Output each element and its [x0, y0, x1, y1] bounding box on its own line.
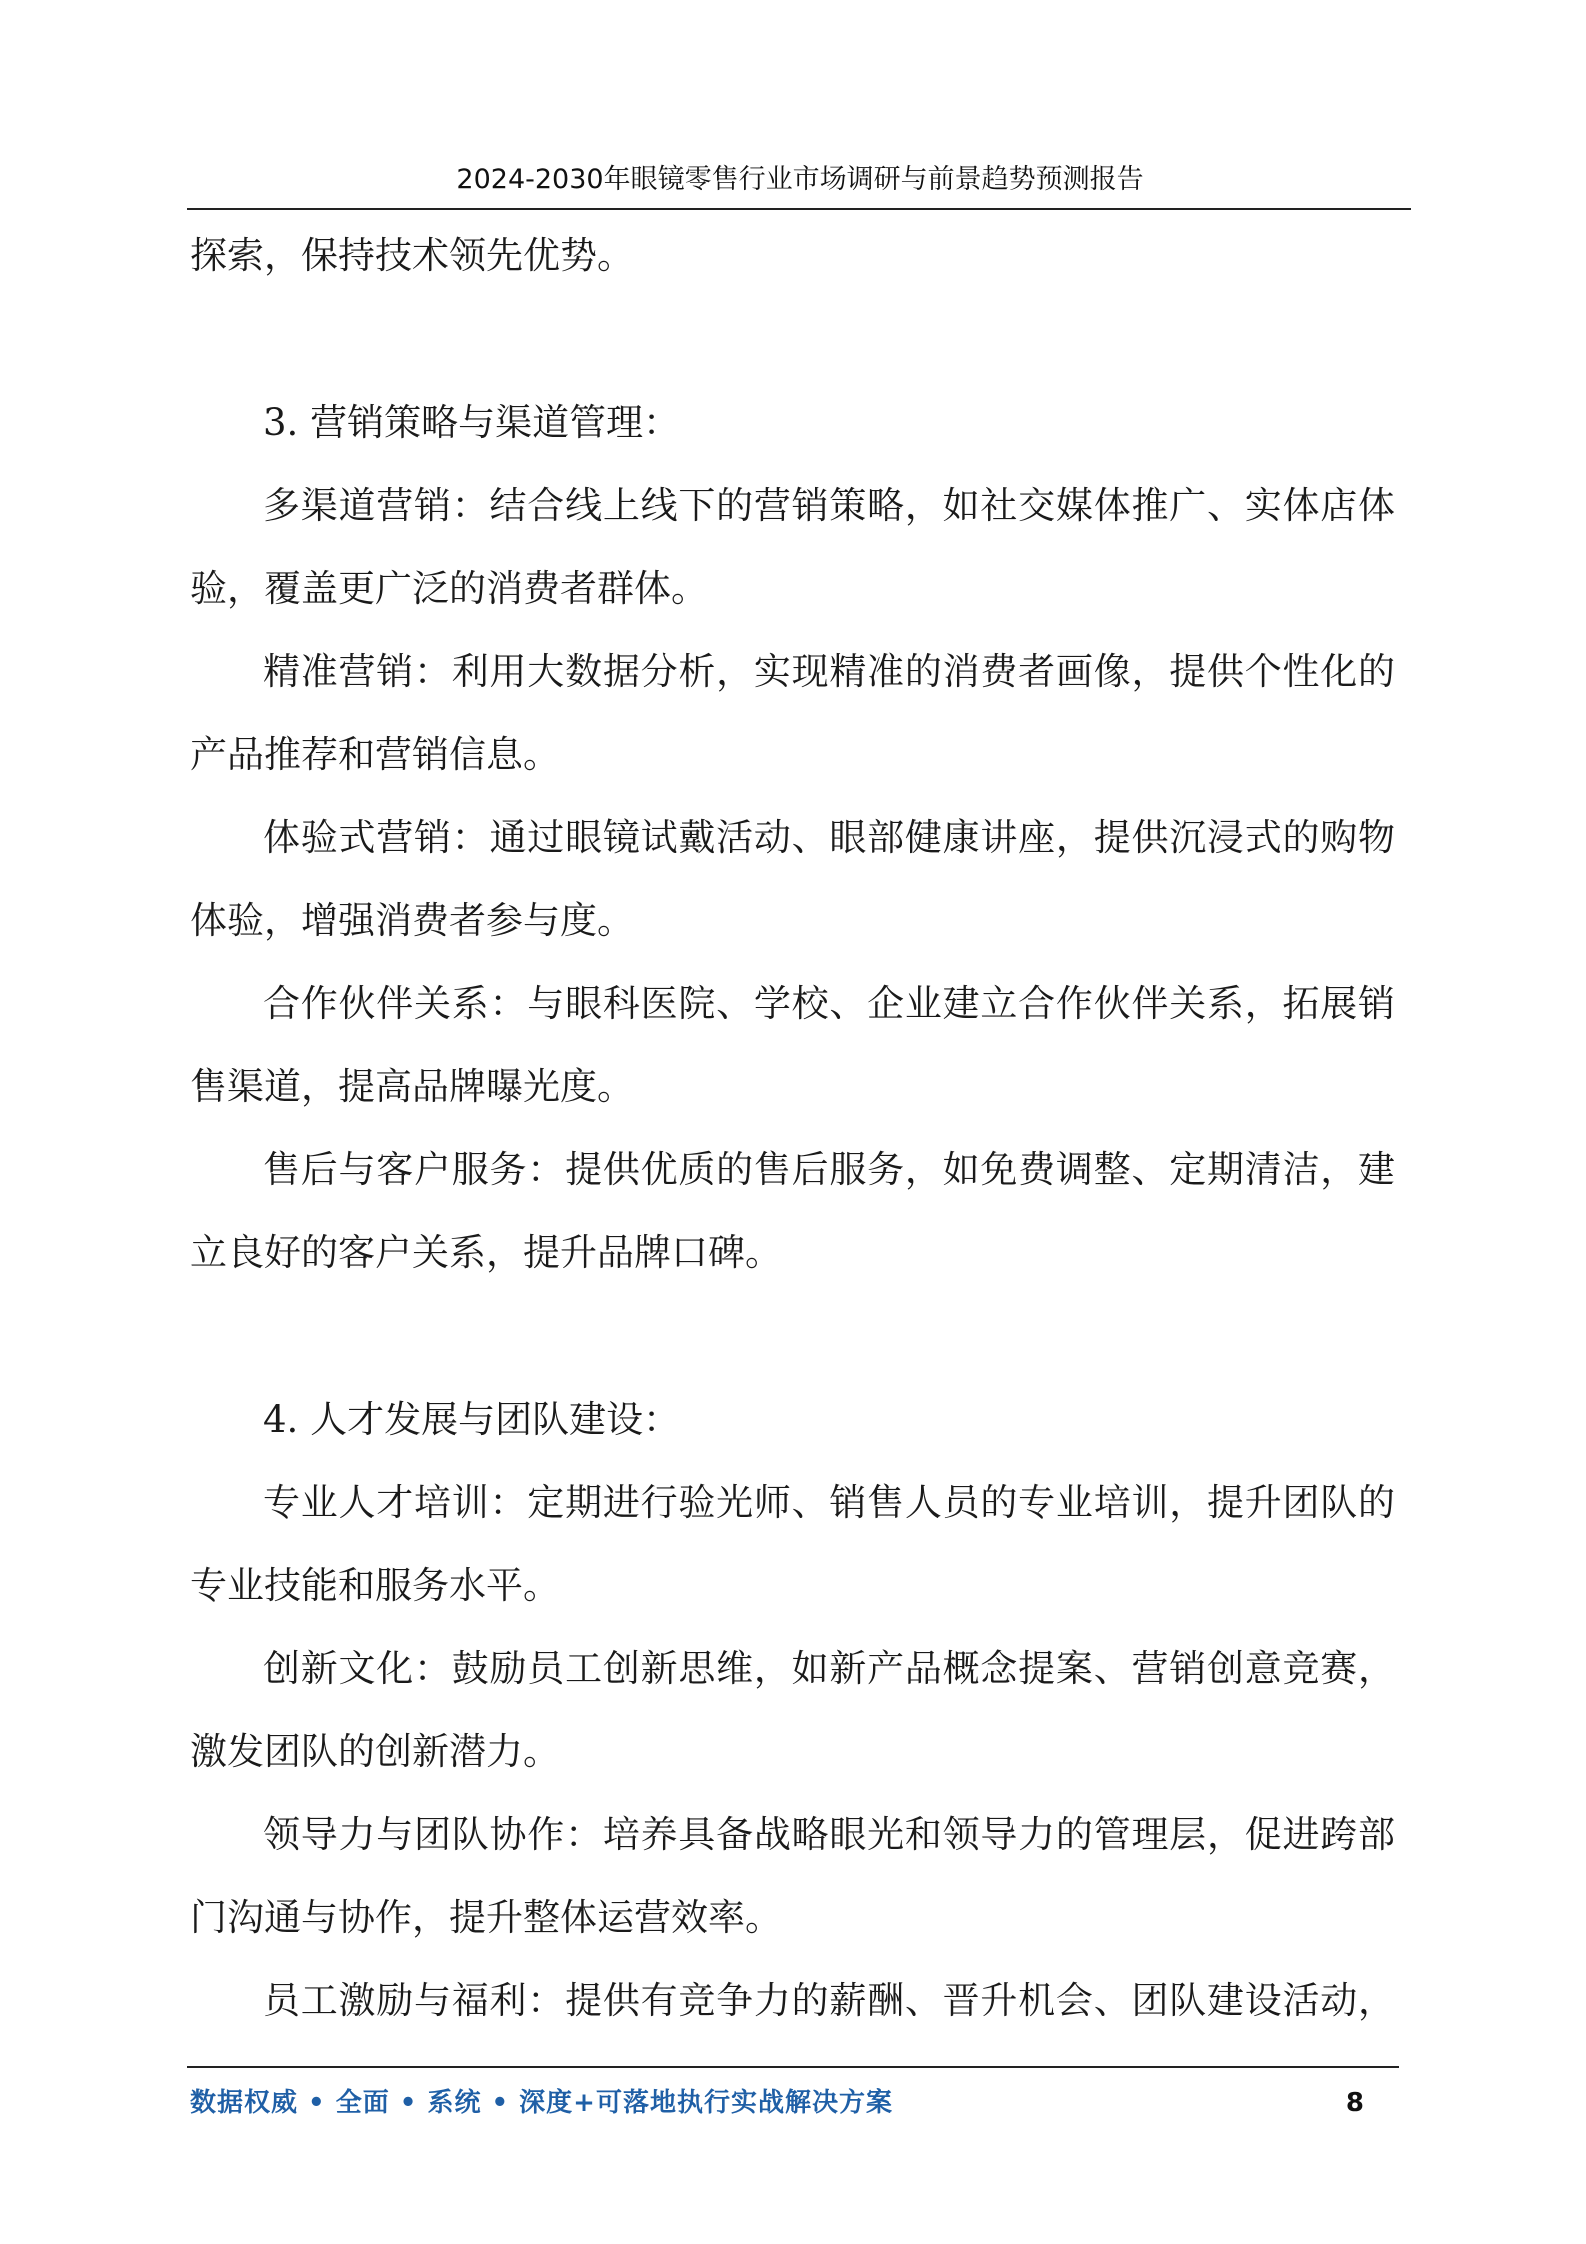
footer-divider — [187, 2066, 1399, 2068]
paragraph-line: 验，覆盖更广泛的消费者群体。 — [190, 567, 708, 610]
paragraph-line: 多渠道营销：结合线上线下的营销策略，如社交媒体推广、实体店体 — [263, 484, 1395, 527]
section-heading: 3. 营销策略与渠道管理： — [263, 401, 681, 444]
report-title: 2024-2030年眼镜零售行业市场调研与前景趋势预测报告 — [456, 164, 1144, 195]
paragraph-line: 探索，保持技术领先优势。 — [190, 234, 634, 277]
paragraph-line: 门沟通与协作，提升整体运营效率。 — [190, 1896, 782, 1939]
paragraph-line: 专业技能和服务水平。 — [190, 1564, 560, 1607]
header-divider — [187, 208, 1411, 210]
paragraph-line: 创新文化：鼓励员工创新思维，如新产品概念提案、营销创意竞赛， — [263, 1647, 1395, 1690]
paragraph-line: 合作伙伴关系：与眼科医院、学校、企业建立合作伙伴关系，拓展销 — [263, 982, 1395, 1025]
paragraph-line: 领导力与团队协作：培养具备战略眼光和领导力的管理层，促进跨部 — [263, 1813, 1395, 1856]
paragraph-line: 产品推荐和营销信息。 — [190, 733, 560, 776]
paragraph-line: 精准营销：利用大数据分析，实现精准的消费者画像，提供个性化的 — [263, 650, 1395, 693]
page-number: 8 — [1345, 2088, 1364, 2118]
paragraph-line: 员工激励与福利：提供有竞争力的薪酬、晋升机会、团队建设活动， — [263, 1979, 1395, 2022]
paragraph-line: 售渠道，提高品牌曝光度。 — [190, 1065, 634, 1108]
section-heading: 4. 人才发展与团队建设： — [263, 1398, 681, 1441]
paragraph-line: 专业人才培训：定期进行验光师、销售人员的专业培训，提升团队的 — [263, 1481, 1395, 1524]
paragraph-line: 体验式营销：通过眼镜试戴活动、眼部健康讲座，提供沉浸式的购物 — [263, 816, 1395, 859]
paragraph-line: 立良好的客户关系，提升品牌口碑。 — [190, 1231, 782, 1274]
paragraph-line: 售后与客户服务：提供优质的售后服务，如免费调整、定期清洁，建 — [263, 1148, 1395, 1191]
paragraph-line: 激发团队的创新潜力。 — [190, 1730, 560, 1773]
paragraph-line: 体验，增强消费者参与度。 — [190, 899, 634, 942]
footer-tagline: 数据权威 • 全面 • 系统 • 深度+可落地执行实战解决方案 — [190, 2088, 893, 2118]
